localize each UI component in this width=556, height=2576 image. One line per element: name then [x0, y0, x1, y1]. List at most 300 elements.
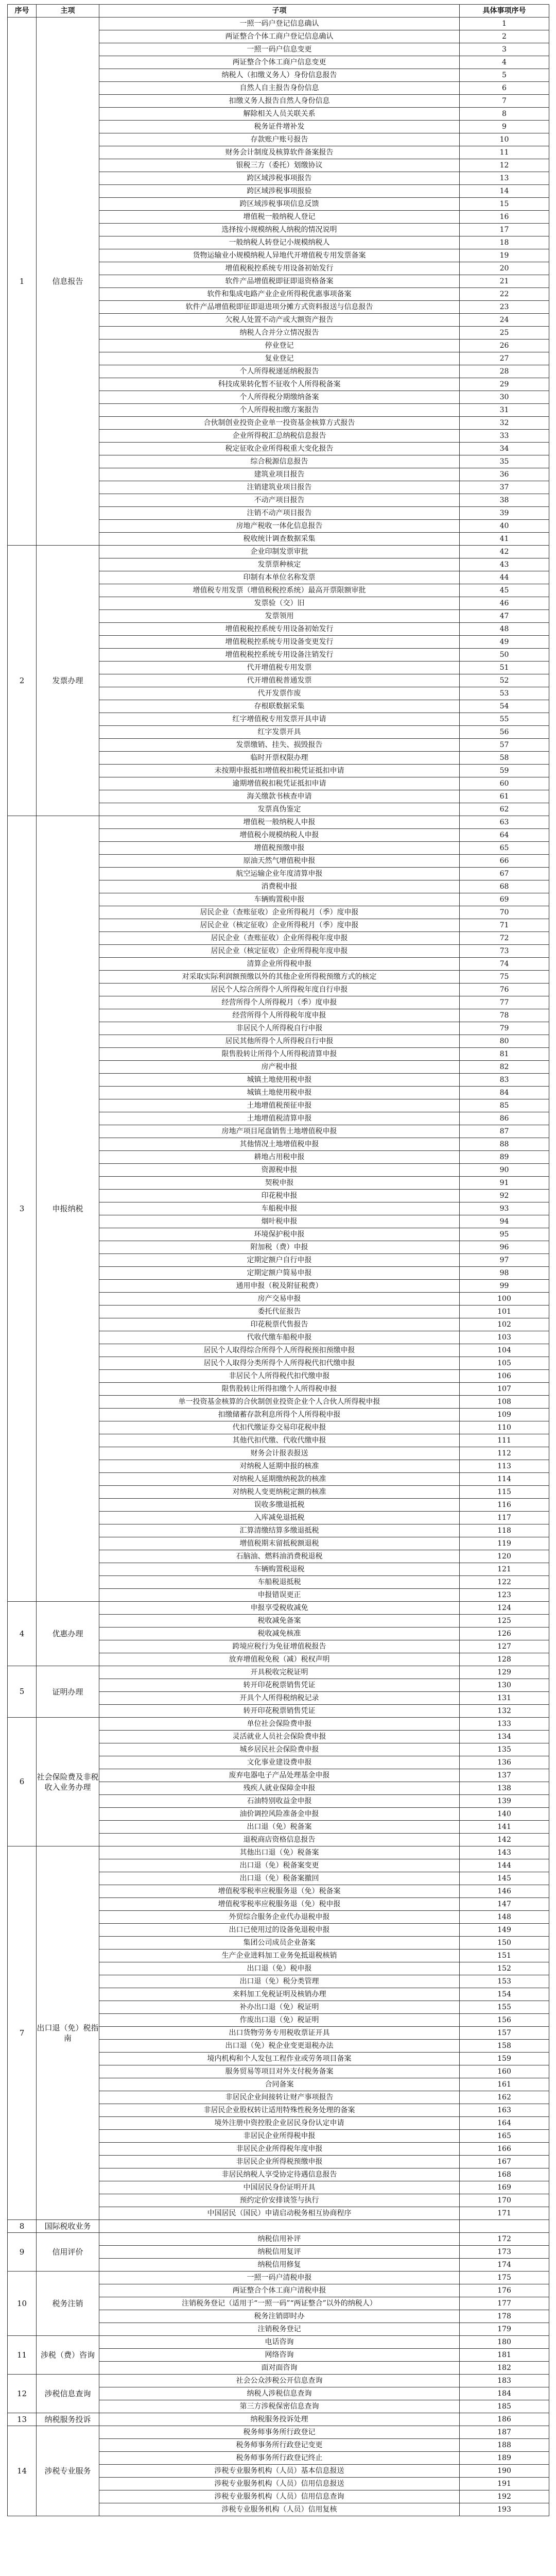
item-number: 95 [460, 1228, 549, 1241]
item-number: 161 [460, 2078, 549, 2091]
table-row [8, 2413, 549, 2426]
sub-item: 增值税一般纳税人登记 [99, 211, 460, 224]
item-number: 96 [460, 1241, 549, 1254]
item-number: 10 [460, 133, 549, 146]
sub-item: 代开发票作废 [99, 687, 460, 700]
sub-item: 纳税人涉税信息查询 [99, 2387, 460, 2400]
item-number: 154 [460, 1988, 549, 2001]
sub-item: 涉税专业服务机构（人员）信用信息查询 [99, 2490, 460, 2503]
item-number: 139 [460, 1795, 549, 1808]
sub-item: 增值税期末留抵税额退税 [99, 1537, 460, 1550]
sub-item: 企业印制发票审批 [99, 546, 460, 558]
sub-item: 单位社会保险费申报 [99, 1718, 460, 1731]
sub-item: 入库减免退抵税 [99, 1512, 460, 1524]
item-number: 130 [460, 1679, 549, 1692]
sub-item: 限售股转让所得个人所得税清算申报 [99, 1048, 460, 1061]
item-number: 185 [460, 2400, 549, 2413]
item-number: 153 [460, 1975, 549, 1988]
sub-item: 附加税（费）申报 [99, 1241, 460, 1254]
table-row [8, 816, 549, 829]
item-number: 31 [460, 404, 549, 417]
sub-item: 非居民企业所得税预缴申报 [99, 2156, 460, 2168]
sub-item: 境内机构和个人发包工程作业或劳务项目备案 [99, 2053, 460, 2065]
sub-item: 选择按小规模纳税人纳税的情况说明 [99, 224, 460, 236]
sub-item: 增值税小规模纳税人申报 [99, 829, 460, 842]
item-number: 134 [460, 1731, 549, 1743]
sub-item: 货物运输业小规模纳税人异地代开增值税专用发票备案 [99, 249, 460, 262]
sub-item: 个人所得税递延纳税报告 [99, 365, 460, 378]
item-number: 49 [460, 636, 549, 649]
group-seq: 8 [8, 2220, 37, 2233]
item-number: 178 [460, 2310, 549, 2323]
item-number: 34 [460, 443, 549, 455]
group-main-item: 涉税（费）咨询 [37, 2336, 99, 2375]
sub-item: 发票验（交）旧 [99, 597, 460, 610]
item-number: 6 [460, 82, 549, 95]
sub-item: 其他出口退（免）税备案 [99, 1846, 460, 1859]
sub-item: 跨区域涉税事项报告 [99, 172, 460, 185]
item-number: 150 [460, 1937, 549, 1950]
item-number: 174 [460, 2259, 549, 2272]
group-seq: 9 [8, 2233, 37, 2272]
table-row [8, 2336, 549, 2349]
item-number: 50 [460, 649, 549, 662]
sub-item: 作废出口退（免）税证明 [99, 2014, 460, 2027]
item-number: 84 [460, 1087, 549, 1099]
table-body [8, 18, 549, 2516]
table-row [8, 2272, 549, 2284]
sub-item: 中国居民（国民）申请启动税务相互协商程序 [99, 2207, 460, 2220]
item-number: 191 [460, 2478, 549, 2490]
item-number: 101 [460, 1306, 549, 1318]
sub-item: 发票领用 [99, 610, 460, 623]
item-number: 147 [460, 1898, 549, 1911]
item-number: 114 [460, 1473, 549, 1486]
sub-item: 车辆购置税申报 [99, 893, 460, 906]
sub-item: 自然人自主报告身份信息 [99, 82, 460, 95]
sub-item: 纳税人合并分立情况报告 [99, 327, 460, 340]
item-number: 42 [460, 546, 549, 558]
sub-item: 代开增值税普通发票 [99, 674, 460, 687]
group-seq: 14 [8, 2426, 37, 2516]
table-header-row [8, 5, 549, 18]
item-number: 188 [460, 2439, 549, 2452]
item-number: 136 [460, 1756, 549, 1769]
group-seq: 3 [8, 816, 37, 1602]
sub-item: 代开增值税专用发票 [99, 662, 460, 674]
item-number: 51 [460, 662, 549, 674]
sub-item: 税务证件增补发 [99, 121, 460, 133]
sub-item: 税收统计调查数据采集 [99, 533, 460, 546]
item-number: 110 [460, 1421, 549, 1434]
sub-item: 耕地占用税申报 [99, 1151, 460, 1164]
sub-item: 注销不动产项目报告 [99, 507, 460, 520]
item-number: 15 [460, 198, 549, 211]
group-main-item: 社会保险费及非税收入业务办理 [37, 1718, 99, 1846]
sub-item: 税务注销即时办 [99, 2310, 460, 2323]
item-number: 59 [460, 765, 549, 777]
sub-item: 生产企业进料加工业务免抵退税核销 [99, 1950, 460, 1962]
item-number: 138 [460, 1782, 549, 1795]
item-number: 119 [460, 1537, 549, 1550]
item-number: 192 [460, 2490, 549, 2503]
sub-item: 居民企业（核定征收）企业所得税年度申报 [99, 945, 460, 958]
item-number: 145 [460, 1872, 549, 1885]
item-number: 55 [460, 713, 549, 726]
sub-item: 一照一码户信息变更 [99, 43, 460, 56]
sub-item: 增值税零税率应税服务退（免）税备案 [99, 1885, 460, 1898]
item-number: 173 [460, 2246, 549, 2259]
item-number: 57 [460, 739, 549, 752]
sub-item: 税务师事务所行政登记 [99, 2426, 460, 2439]
sub-item: 注销建筑业项目报告 [99, 481, 460, 494]
sub-item: 增值税一般纳税人申报 [99, 816, 460, 829]
sub-item: 个人所得税扣缴方案报告 [99, 404, 460, 417]
item-number: 99 [460, 1280, 549, 1293]
item-number: 97 [460, 1254, 549, 1267]
sub-item: 增值税税控系统专用设备注销发行 [99, 649, 460, 662]
sub-item: 误收多缴退抵税 [99, 1499, 460, 1512]
sub-item: 非居民纳税人享受协定待遇信息报告 [99, 2168, 460, 2181]
sub-item: 航空运输企业年度清算申报 [99, 868, 460, 880]
item-number: 126 [460, 1628, 549, 1640]
sub-item: 服务贸易等项目对外支付税务备案 [99, 2065, 460, 2078]
table-row [8, 1846, 549, 1859]
item-number: 140 [460, 1808, 549, 1821]
item-number: 125 [460, 1615, 549, 1628]
sub-item: 纳税信用修复 [99, 2259, 460, 2272]
item-number: 186 [460, 2413, 549, 2426]
sub-item: 跨境应税行为免征增值税报告 [99, 1640, 460, 1653]
sub-item: 逾期增值税扣税凭证抵扣申请 [99, 777, 460, 790]
sub-item: 限售股转让所得扣缴个人所得税申报 [99, 1383, 460, 1396]
sub-item: 网络咨询 [99, 2349, 460, 2362]
item-number: 182 [460, 2362, 549, 2375]
item-number: 91 [460, 1177, 549, 1190]
item-number: 151 [460, 1950, 549, 1962]
sub-item: 不动产项目报告 [99, 494, 460, 507]
sub-item: 存款账户账号报告 [99, 133, 460, 146]
sub-item: 居民个人取得分类所得个人所得税代扣代缴申报 [99, 1357, 460, 1370]
sub-item: 城乡居民社会保险费申报 [99, 1743, 460, 1756]
item-number: 30 [460, 391, 549, 404]
item-number: 144 [460, 1859, 549, 1872]
item-number: 46 [460, 597, 549, 610]
item-number: 121 [460, 1563, 549, 1576]
item-number: 28 [460, 365, 549, 378]
group-main-item: 申报纳税 [37, 816, 99, 1602]
item-number: 9 [460, 121, 549, 133]
table-row [8, 546, 549, 558]
sub-item: 非居民企业所得税申报 [99, 2130, 460, 2143]
item-number: 82 [460, 1061, 549, 1074]
sub-item: 红字发票开具 [99, 726, 460, 739]
item-number: 68 [460, 880, 549, 893]
group-seq: 12 [8, 2375, 37, 2413]
sub-item: 非居民个人所得税自行申报 [99, 1022, 460, 1035]
item-number: 118 [460, 1524, 549, 1537]
sub-item: 石油特别收益金申报 [99, 1795, 460, 1808]
sub-item: 印花税申报 [99, 1190, 460, 1202]
item-number: 58 [460, 752, 549, 765]
sub-item: 增值税税控系统专用设备初始发行 [99, 623, 460, 636]
sub-item: 烟叶税申报 [99, 1215, 460, 1228]
sub-item: 软件产品增值税即征即退资格备案 [99, 275, 460, 288]
item-number: 164 [460, 2117, 549, 2130]
sub-item: 出口退（免）税企业变更退税办法 [99, 2040, 460, 2053]
sub-item: 文化事业建设费申报 [99, 1756, 460, 1769]
group-main-item: 信息报告 [37, 18, 99, 546]
item-number: 123 [460, 1589, 549, 1602]
sub-item: 存根联数据采集 [99, 700, 460, 713]
sub-item: 残疾人就业保障金申报 [99, 1782, 460, 1795]
sub-item: 发票缴销、挂失、损毁报告 [99, 739, 460, 752]
item-number: 39 [460, 507, 549, 520]
item-number: 111 [460, 1434, 549, 1447]
group-seq: 7 [8, 1846, 37, 2220]
sub-item: 车辆购置税退税 [99, 1563, 460, 1576]
item-number: 66 [460, 855, 549, 868]
group-seq: 5 [8, 1666, 37, 1718]
item-number: 3 [460, 43, 549, 56]
sub-item: 对采取实际利润额预缴以外的其他企业所得税预缴方式的核定 [99, 971, 460, 984]
sub-item: 转开印花税票销售凭证 [99, 1705, 460, 1718]
sub-item: 境外注册中资控股企业居民身份认定申请 [99, 2117, 460, 2130]
item-number: 8 [460, 108, 549, 121]
item-number: 162 [460, 2091, 549, 2104]
item-number: 20 [460, 262, 549, 275]
sub-item: 石脑油、燃料油消费税退税 [99, 1550, 460, 1563]
group-main-item: 纳税服务投诉 [37, 2413, 99, 2426]
sub-item: 纳税人（扣缴义务人）身份信息报告 [99, 69, 460, 82]
item-number: 175 [460, 2272, 549, 2284]
sub-item: 停业登记 [99, 340, 460, 352]
sub-item: 财务会计报表报送 [99, 1447, 460, 1460]
item-number: 75 [460, 971, 549, 984]
item-number: 179 [460, 2323, 549, 2336]
item-number: 48 [460, 623, 549, 636]
sub-item: 外贸综合服务企业代办退税申报 [99, 1911, 460, 1924]
item-number: 109 [460, 1409, 549, 1421]
item-number: 156 [460, 2014, 549, 2027]
sub-item: 中国居民身份证明开具 [99, 2181, 460, 2194]
sub-item: 对纳税人变更纳税定额的核准 [99, 1486, 460, 1499]
item-number: 122 [460, 1576, 549, 1589]
group-seq: 2 [8, 546, 37, 816]
item-number: 142 [460, 1834, 549, 1846]
item-number: 102 [460, 1318, 549, 1331]
sub-item: 发票真伪鉴定 [99, 803, 460, 816]
group-main-item: 优惠办理 [37, 1602, 99, 1666]
sub-item: 城镇土地使用税申报 [99, 1087, 460, 1099]
sub-item: 放弃增值税免税（减）税权声明 [99, 1653, 460, 1666]
sub-item: 申报享受税收减免 [99, 1602, 460, 1615]
group-main-item: 发票办理 [37, 546, 99, 816]
sub-item: 增值税预缴申报 [99, 842, 460, 855]
sub-item: 复业登记 [99, 352, 460, 365]
sub-item: 非居民企业股权转让适用特殊性税务处理的备案 [99, 2104, 460, 2117]
item-number: 163 [460, 2104, 549, 2117]
header-seq: 序号 [8, 5, 37, 18]
sub-item: 涉税专业服务机构（人员）基本信息报送 [99, 2465, 460, 2478]
sub-item: 个人所得税分期缴纳备案 [99, 391, 460, 404]
item-number: 41 [460, 533, 549, 546]
item-number: 128 [460, 1653, 549, 1666]
item-number: 44 [460, 571, 549, 584]
sub-item: 转开印花税票销售凭证 [99, 1679, 460, 1692]
item-number: 166 [460, 2143, 549, 2156]
item-number: 21 [460, 275, 549, 288]
sub-item: 扣缴储蓄存款利息所得个人所得税申报 [99, 1409, 460, 1421]
sub-item: 税务师事务所行政登记变更 [99, 2439, 460, 2452]
sub-item: 银税三方（委托）划缴协议 [99, 159, 460, 172]
item-number: 157 [460, 2027, 549, 2040]
item-number: 105 [460, 1357, 549, 1370]
sub-item: 出口已使用过的设备免退税申报 [99, 1924, 460, 1937]
sub-item: 扣缴义务人报告自然人身份信息 [99, 95, 460, 108]
item-number: 180 [460, 2336, 549, 2349]
item-number: 36 [460, 468, 549, 481]
item-number: 12 [460, 159, 549, 172]
table-row [8, 1718, 549, 1731]
sub-item: 非居民企业间接转让财产事项报告 [99, 2091, 460, 2104]
sub-item: 汇算清缴结算多缴退抵税 [99, 1524, 460, 1537]
item-number: 88 [460, 1138, 549, 1151]
sub-item: 出口货物劳务专用税收票证开具 [99, 2027, 460, 2040]
sub-item: 未按期申报抵扣增值税扣税凭证抵扣申请 [99, 765, 460, 777]
item-number: 47 [460, 610, 549, 623]
item-number: 104 [460, 1344, 549, 1357]
sub-item: 财务会计制度及核算软件备案报告 [99, 146, 460, 159]
sub-item: 印花税票代售报告 [99, 1318, 460, 1331]
item-number: 146 [460, 1885, 549, 1898]
sub-item: 土地增值税预征申报 [99, 1099, 460, 1112]
sub-item: 车船税申报 [99, 1202, 460, 1215]
item-number: 64 [460, 829, 549, 842]
sub-item: 申报错误更正 [99, 1589, 460, 1602]
sub-item: 增值税税控系统专用设备初始发行 [99, 262, 460, 275]
sub-item: 跨区域涉税事项报验 [99, 185, 460, 198]
table-row [8, 2375, 549, 2387]
sub-item: 对纳税人延期缴纳税款的核准 [99, 1473, 460, 1486]
item-number: 25 [460, 327, 549, 340]
table-row [8, 18, 549, 30]
sub-item: 契税申报 [99, 1177, 460, 1190]
item-number: 85 [460, 1099, 549, 1112]
sub-item: 居民个人综合所得个人所得税年度自行申报 [99, 984, 460, 996]
item-number: 52 [460, 674, 549, 687]
table-row [8, 2220, 549, 2233]
sub-item: 发票票种核定 [99, 558, 460, 571]
item-number: 35 [460, 455, 549, 468]
item-number: 106 [460, 1370, 549, 1383]
item-number: 127 [460, 1640, 549, 1653]
sub-item: 居民个人取得综合所得个人所得税预扣预缴申报 [99, 1344, 460, 1357]
sub-item: 代收代缴车船税申报 [99, 1331, 460, 1344]
item-number: 14 [460, 185, 549, 198]
group-main-item: 信用评价 [37, 2233, 99, 2272]
item-number: 18 [460, 236, 549, 249]
sub-item: 居民企业（查账征收）企业所得税月（季）度申报 [99, 906, 460, 919]
table-row [8, 2426, 549, 2439]
service-items-table [7, 4, 549, 2516]
sub-item: 科技成果转化暂不征收个人所得税备案 [99, 378, 460, 391]
item-number: 190 [460, 2465, 549, 2478]
item-number: 187 [460, 2426, 549, 2439]
item-number: 129 [460, 1666, 549, 1679]
sub-item: 灵活就业人员社会保险费申报 [99, 1731, 460, 1743]
sub-item: 涉税专业服务机构（人员）信用信息报送 [99, 2478, 460, 2490]
item-number: 23 [460, 301, 549, 314]
item-number: 81 [460, 1048, 549, 1061]
item-number: 5 [460, 69, 549, 82]
sub-item: 注销税务登记 [99, 2323, 460, 2336]
item-number: 33 [460, 430, 549, 443]
sub-item: 增值税专用发票（增值税税控系统）最高开票限额审批 [99, 584, 460, 597]
sub-item: 纳税信用补评 [99, 2233, 460, 2246]
item-number: 11 [460, 146, 549, 159]
item-number: 89 [460, 1151, 549, 1164]
item-number: 76 [460, 984, 549, 996]
item-number: 158 [460, 2040, 549, 2053]
item-number: 100 [460, 1293, 549, 1306]
item-number: 22 [460, 288, 549, 301]
item-number: 62 [460, 803, 549, 816]
sub-item: 出口退（免）税分类管理 [99, 1975, 460, 1988]
sub-item: 企业所得税汇总纳税信息报告 [99, 430, 460, 443]
item-number: 61 [460, 790, 549, 803]
sub-item: 资源税申报 [99, 1164, 460, 1177]
sub-item: 车船税退抵税 [99, 1576, 460, 1589]
item-number: 24 [460, 314, 549, 327]
sub-item: 税收减免核准 [99, 1628, 460, 1640]
sub-item: 经营所得个人所得税月（季）度申报 [99, 996, 460, 1009]
item-number: 177 [460, 2297, 549, 2310]
group-main-item: 税务注销 [37, 2272, 99, 2336]
item-number: 131 [460, 1692, 549, 1705]
group-seq: 4 [8, 1602, 37, 1666]
sub-item: 集团公司成员企业备案 [99, 1937, 460, 1950]
sub-item: 软件产品增值税即征即退进项分摊方式资料报送与信息报告 [99, 301, 460, 314]
item-number: 115 [460, 1486, 549, 1499]
item-number: 65 [460, 842, 549, 855]
item-number: 112 [460, 1447, 549, 1460]
item-number: 103 [460, 1331, 549, 1344]
table-row [8, 2233, 549, 2246]
sub-item: 社会公众涉税公开信息查询 [99, 2375, 460, 2387]
item-number: 184 [460, 2387, 549, 2400]
sub-item: 出口退（免）税备案变更 [99, 1859, 460, 1872]
item-number: 93 [460, 1202, 549, 1215]
item-number: 79 [460, 1022, 549, 1035]
sub-item: 综合税源信息报告 [99, 455, 460, 468]
item-number: 149 [460, 1924, 549, 1937]
group-seq: 10 [8, 2272, 37, 2336]
item-number: 38 [460, 494, 549, 507]
item-number: 159 [460, 2053, 549, 2065]
sub-item: 退税商店资格信息报告 [99, 1834, 460, 1846]
sub-item: 废弃电器电子产品处理基金申报 [99, 1769, 460, 1782]
sub-item: 对纳税人延期申报的核准 [99, 1460, 460, 1473]
item-number: 29 [460, 378, 549, 391]
sub-item: 代扣代缴证券交易印花税申报 [99, 1421, 460, 1434]
sub-item: 非居民企业所得税年度申报 [99, 2143, 460, 2156]
sub-item: 其他代扣代缴、代收代缴申报 [99, 1434, 460, 1447]
sub-item: 经营所得个人所得税年度申报 [99, 1009, 460, 1022]
group-seq: 1 [8, 18, 37, 546]
group-seq: 13 [8, 2413, 37, 2426]
item-number: 16 [460, 211, 549, 224]
